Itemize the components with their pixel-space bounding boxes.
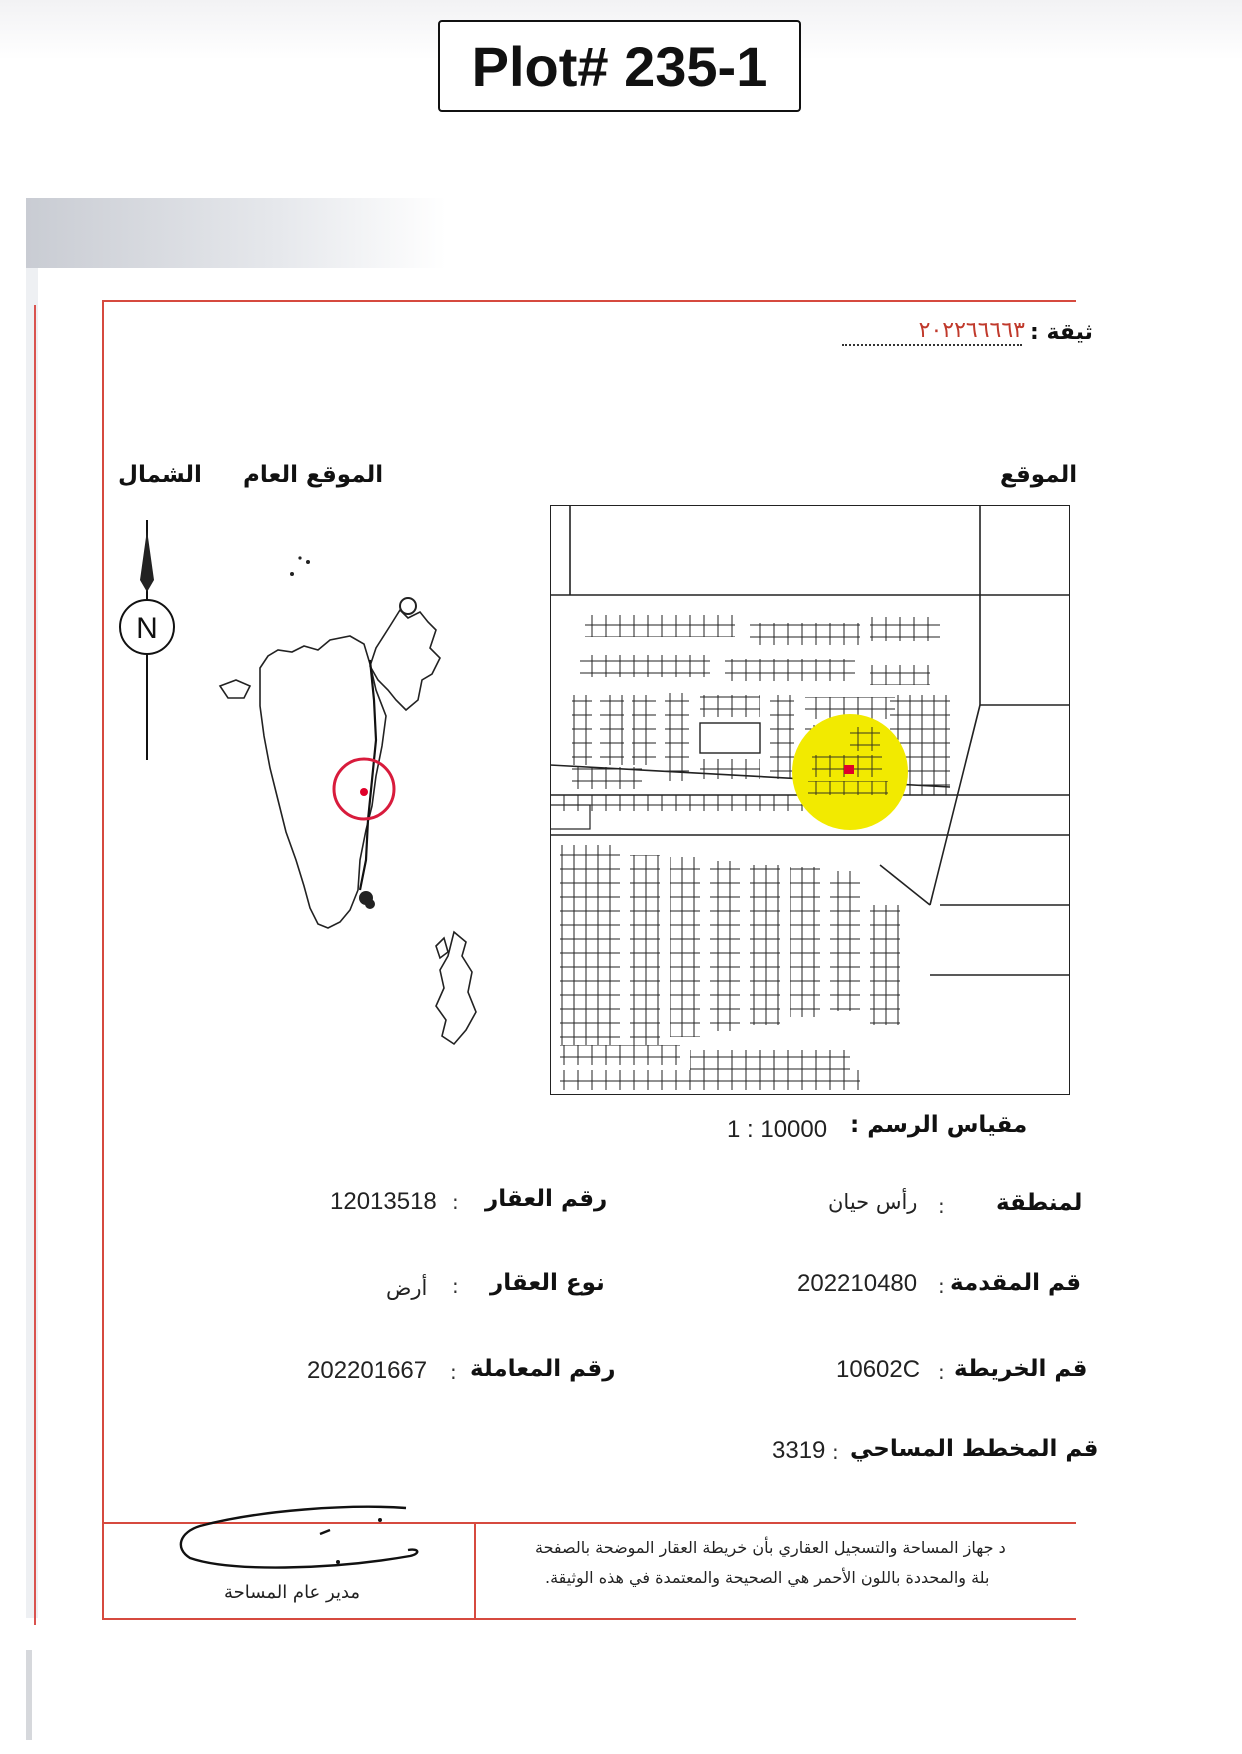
map-number-label: قم الخريطة <box>954 1356 1088 1382</box>
region-value: رأس حيان <box>828 1190 918 1214</box>
application-number-value: 202210480 <box>797 1270 918 1297</box>
region-colon: : <box>938 1194 945 1218</box>
region-label: لمنطقة <box>996 1190 1083 1216</box>
site-location-map <box>550 505 1070 1095</box>
application-number-label: قم المقدمة <box>950 1270 1082 1296</box>
footer-column-divider <box>474 1522 476 1620</box>
survey-plan-colon: : <box>832 1440 839 1464</box>
property-number-label: رقم العقار <box>485 1186 608 1212</box>
transaction-number-value: 202201667 <box>307 1357 428 1384</box>
transaction-number-label: رقم المعاملة <box>470 1356 616 1382</box>
location-label: الموقع <box>1000 462 1078 488</box>
previous-page-edge <box>34 305 36 1625</box>
property-plot-marker <box>844 765 854 774</box>
transaction-number-colon: : <box>450 1360 457 1384</box>
general-location-label: الموقع العام <box>243 462 384 488</box>
property-type-value: أرض <box>386 1276 428 1300</box>
scan-shadow-band <box>26 198 446 268</box>
plot-number-title: Plot# 235-1 <box>438 20 801 112</box>
certification-line-1: د جهاز المساحة والتسجيل العقاري بأن خريطة العقار الموضحة بالصفحة <box>535 1538 1006 1557</box>
survey-plan-label: قم المخطط المساحي <box>850 1436 1099 1462</box>
application-number-colon: : <box>938 1274 945 1298</box>
property-number-value: 12013518 <box>330 1188 437 1215</box>
document-number-dots <box>842 344 1022 346</box>
property-number-colon: : <box>452 1190 459 1214</box>
map-number-colon: : <box>938 1360 945 1384</box>
document-number-stamp: ٢٠٢٢٦٦٦٦٣ <box>918 318 1025 343</box>
scale-label: مقياس الرسم : <box>850 1112 1028 1138</box>
document-number-label: ثيقة : <box>1030 320 1093 345</box>
signature-mark <box>170 1500 430 1580</box>
north-arrow-icon <box>112 520 182 780</box>
map-number-value: 10602C <box>836 1356 921 1383</box>
location-marker-dot <box>360 788 368 796</box>
signatory-title: مدير عام المساحة <box>224 1582 361 1603</box>
scan-shadow-edge-lower <box>26 1650 32 1740</box>
scan-shadow-edge <box>26 268 38 1618</box>
property-type-colon: : <box>452 1274 459 1298</box>
north-letter: N <box>136 612 158 645</box>
general-location-map <box>200 540 490 1080</box>
scale-value: 1 : 10000 <box>727 1116 828 1143</box>
property-type-label: نوع العقار <box>490 1270 605 1296</box>
north-label: الشمال <box>118 462 202 488</box>
survey-plan-value: 3319 <box>772 1437 826 1464</box>
certification-line-2: بلة والمحددة باللون الأحمر هي الصحيحة والمعتمدة في هذه الوثيقة. <box>545 1568 990 1587</box>
